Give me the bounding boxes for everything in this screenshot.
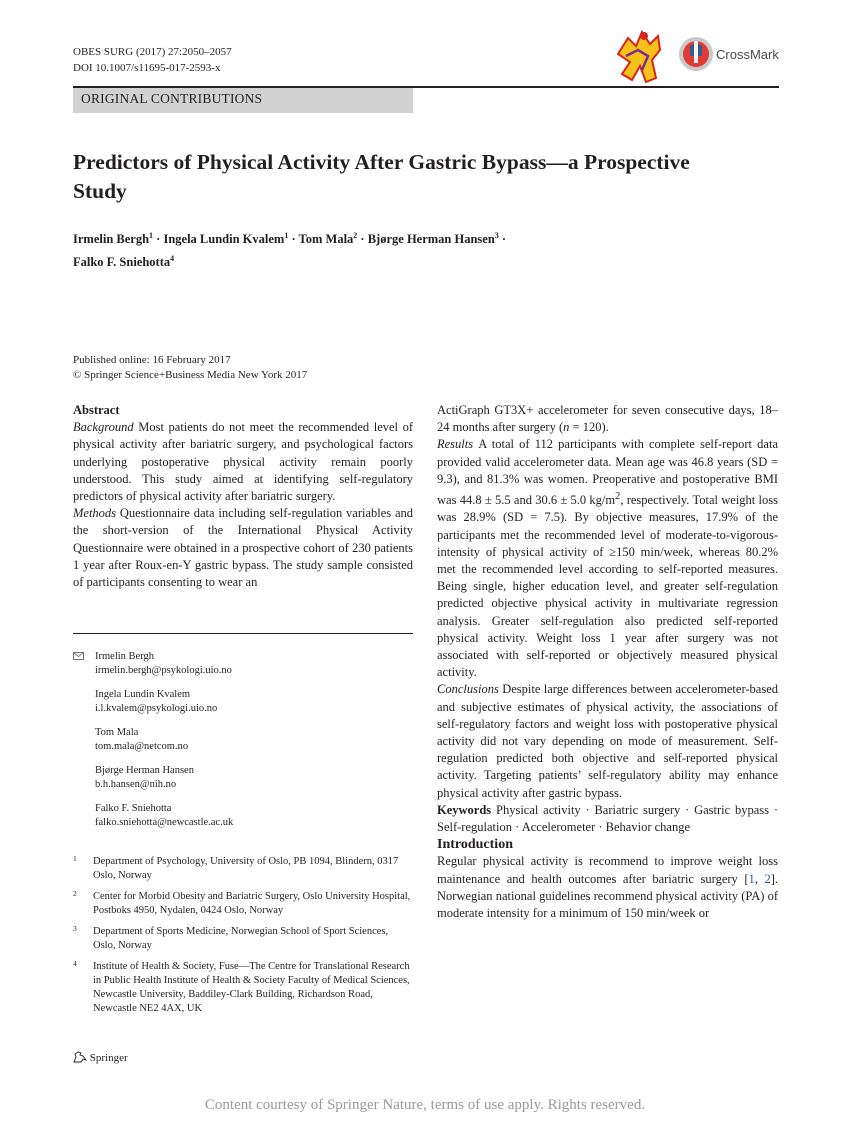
crossmark-logo-icon xyxy=(612,26,782,88)
author-contacts xyxy=(73,650,413,840)
affiliation-number: 4 xyxy=(73,959,77,968)
affiliation xyxy=(73,855,413,883)
section-label: ORIGINAL CONTRIBUTIONS xyxy=(81,91,263,106)
crossmark-label: CrossMark xyxy=(716,47,779,62)
copyright: © Springer Science+Business Media New York 2017 xyxy=(73,369,308,381)
keywords-text: Physical activity · Bariatric surgery · Gastric bypass · Self-regulation · Accelerometer · Behavior change xyxy=(437,802,779,835)
contact-name: Tom Mala xyxy=(95,727,139,738)
author-separator: · xyxy=(153,232,164,247)
author-affiliation-mark: 1 xyxy=(149,231,154,240)
abstract-heading: Abstract xyxy=(73,403,120,417)
publisher-mark xyxy=(73,1051,128,1064)
contact-name: Ingela Lundin Kvalem xyxy=(95,689,191,700)
publication-info xyxy=(73,353,307,383)
page-footer: Content courtesy of Springer Nature, terms of use apply. Rights reserved. xyxy=(204,1097,646,1113)
abstract-right-column xyxy=(437,402,778,922)
affiliation-text: Department of Sports Medicine, Norwegian School of Sport Sciences, Oslo, Norway xyxy=(93,926,389,951)
contact-email[interactable]: tom.mala@netcom.no xyxy=(95,741,189,752)
journal-citation: OBES SURG (2017) 27:2050–2057 xyxy=(73,46,232,58)
author-list xyxy=(73,226,773,272)
affiliation-text: Center for Morbid Obesity and Bariatric Surgery, Oslo University Hospital, Postboks 4950, Nydalen, 0424 Oslo, Norway xyxy=(93,891,411,916)
doi[interactable]: DOI 10.1007/s11695-017-2593-x xyxy=(73,62,221,74)
affiliation xyxy=(73,960,413,1016)
methods-text-end: = 120). xyxy=(569,420,609,435)
contact-email[interactable]: falko.sniehotta@newcastle.ac.uk xyxy=(95,817,234,828)
author-separator: · xyxy=(357,232,368,247)
crossmark-badge[interactable] xyxy=(612,26,782,88)
author-name[interactable]: Ingela Lundin Kvalem xyxy=(163,232,285,247)
affiliation-number: 1 xyxy=(73,854,77,863)
keywords xyxy=(437,802,778,836)
contact-name: Falko F. Sniehotta xyxy=(95,803,172,814)
conclusions-text: Despite large differences between accelerometer-based and subjective estimates of physical activity, the associations of self-regulatory factors and weight loss with postoperative physical activity did not vary depending on mode of measurement. Self-regulation predicted both objective and self-reported physical activity. Targeting patients’ self-regulatory ability may enhance physical activity after gastric bypass. xyxy=(437,682,778,800)
methods-n: n xyxy=(563,420,570,435)
background-text: Most patients do not meet the recommended level of physical activity after bariatric surgery, and psychological factors underlying postoperative physical activity remain poorly understood. This study aimed at identifying self-regulatory predictors of physical activity after bariatric surgery. xyxy=(73,420,414,504)
results-superscript: 2 xyxy=(615,491,621,503)
keywords-label: Keywords xyxy=(437,802,492,817)
methods-text: Questionnaire data including self-regulation variables and the short-version of the International Physical Activity Questionnaire were obtained in a prospective cohort of 230 patients 1 year after Roux-en-Y gastric bypass. The study sample consisted of participants consenting to wear an xyxy=(73,506,413,590)
contact-name: Bjørge Herman Hansen xyxy=(95,765,194,776)
citation-link[interactable]: 2 xyxy=(764,871,771,886)
contact-entry xyxy=(95,726,413,754)
published-date: Published online: 16 February 2017 xyxy=(73,354,231,366)
contact-entry xyxy=(95,764,413,792)
citation-link[interactable]: 1 xyxy=(748,871,755,886)
contact-email[interactable]: irmelin.bergh@psykologi.uio.no xyxy=(95,665,232,676)
affiliation-text: Department of Psychology, University of Oslo, PB 1094, Blindern, 0317 Oslo, Norway xyxy=(93,856,399,881)
affiliations xyxy=(73,855,413,1023)
introduction-text-continued: ]. Norwegian national guidelines recommend physical activity (PA) of moderate intensity for a minimum of 150 min/week or xyxy=(437,871,778,921)
affiliation-text: Institute of Health & Society, Fuse—The Centre for Translational Research in Public Health Institute of Health & Society Faculty of Medical Sciences, Newcastle University, Baddiley-Clark Building, Richardson Road, Newcastle NE2 4AX, UK xyxy=(93,961,410,1014)
contact-entry xyxy=(95,688,413,716)
affiliation xyxy=(73,925,413,953)
methods-text-continued: ActiGraph GT3X+ accelerometer for seven consecutive days, 18–24 months after surgery ( xyxy=(437,403,778,435)
background-label: Background xyxy=(73,420,134,435)
affiliation-number: 3 xyxy=(73,924,77,933)
citation-separator: , xyxy=(754,871,765,886)
abstract-left-column xyxy=(73,402,413,591)
contact-entry xyxy=(95,802,413,830)
author-affiliation-mark: 2 xyxy=(353,231,358,240)
results-label: Results xyxy=(437,437,474,452)
section-band xyxy=(73,88,413,113)
introduction-text: Regular physical activity is recommend to improve weight loss maintenance and health outcomes after bariatric surgery [ xyxy=(437,854,778,886)
author-affiliation-mark: 4 xyxy=(170,254,175,264)
introduction-heading: Introduction xyxy=(437,837,513,853)
envelope-icon xyxy=(73,652,84,660)
contact-name: Irmelin Bergh xyxy=(95,651,155,662)
methods-label: Methods xyxy=(73,506,117,521)
author-name[interactable]: Bjørge Herman Hansen xyxy=(367,232,495,247)
author-affiliation-mark: 1 xyxy=(284,231,289,240)
author-name[interactable]: Irmelin Bergh xyxy=(73,232,150,247)
results-text: A total of 112 participants with complete self-report data provided valid accelerometer data. Mean age was 46.8 years (SD = 9.3), and 81.3% was women. Preoperative and postoperative BMI was 44.8 ± 5.5 and 30.6 ± 5.0 kg/m xyxy=(437,437,778,508)
publisher-name: Springer xyxy=(89,1052,128,1064)
author-separator: · xyxy=(498,232,507,247)
article-title: Predictors of Physical Activity After Gastric Bypass—a Prospective Study xyxy=(73,150,690,203)
springer-horse-icon xyxy=(73,1051,87,1063)
author-separator: · xyxy=(288,232,299,247)
author-affiliation-mark: 3 xyxy=(494,231,499,240)
contact-entry xyxy=(95,650,413,678)
contact-email[interactable]: i.l.kvalem@psykologi.uio.no xyxy=(95,703,218,714)
author-name[interactable]: Falko F. Sniehotta xyxy=(73,255,171,270)
author-name[interactable]: Tom Mala xyxy=(298,232,354,247)
results-text-continued: , respectively. Total weight loss was 28.9% (SD = 7.5). By objective measures, 17.9% of the participants met the recommended level of moderate-to-vigorous-intensity of physical activity of ≥150 min/week, whereas 80.2% met the recommended level according to self-reported measures. Being single, higher education level, and greater self-regulation predicted objective physical activity in multivariate regression analysis. Greater self-regulation also predicted self-reported physical activity. Weight loss 1 year after surgery was not associated with self-reported or objectively measured physical activity. xyxy=(437,493,778,680)
journal-info xyxy=(73,44,232,76)
footnote-divider xyxy=(73,633,413,634)
affiliation xyxy=(73,890,413,918)
journal-logo-icon xyxy=(618,32,660,82)
affiliation-number: 2 xyxy=(73,889,77,898)
conclusions-label: Conclusions xyxy=(437,682,499,697)
contact-email[interactable]: b.h.hansen@nih.no xyxy=(95,779,177,790)
